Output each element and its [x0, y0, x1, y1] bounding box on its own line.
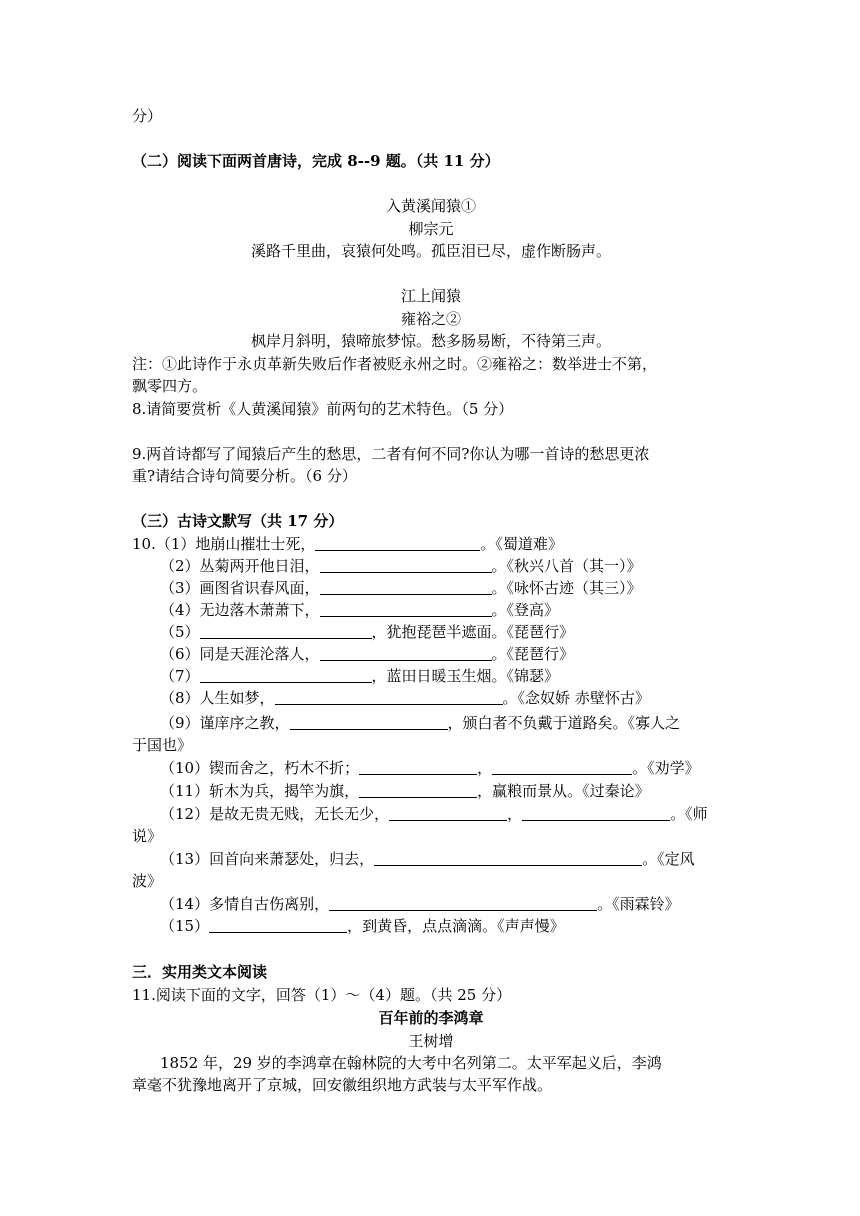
item-11-source: ，赢粮而景从。《过秦论》: [477, 782, 650, 800]
item-7-source: ，蓝田日暖玉生烟。《锦瑟》: [371, 667, 560, 685]
item-7-prompt: （7）: [160, 667, 200, 685]
answer-blank[interactable]: [522, 805, 670, 821]
answer-blank[interactable]: [290, 714, 448, 730]
answer-blank[interactable]: [359, 759, 477, 775]
item-12-continued: 说》: [132, 827, 163, 845]
item-1-source: 。《蜀道难》: [480, 535, 563, 553]
item-6: [160, 643, 574, 665]
question-9-line-1: 9.两首诗都写了闻猿后产生的愁思，二者有何不同?你认为哪一首诗的愁思更浓: [132, 445, 650, 463]
answer-blank[interactable]: [200, 667, 372, 683]
item-2-source: 。《秋兴八首（其一）》: [491, 557, 642, 575]
item-13-source: 。《定风: [642, 850, 695, 868]
item-4-prompt: （4）无边落木萧萧下，: [160, 601, 320, 619]
item-3-prompt: （3）画图省识春风面，: [160, 579, 320, 597]
item-8-prompt: （8）人生如梦，: [160, 689, 275, 707]
poem2-author: 雍裕之②: [400, 310, 461, 328]
answer-blank[interactable]: [320, 557, 492, 573]
poem1-title: 入黄溪闻猿①: [385, 197, 476, 215]
answer-blank[interactable]: [359, 782, 477, 798]
item-1-prompt: 10.（1）地崩山摧壮士死，: [132, 535, 316, 553]
item-15: [160, 915, 565, 937]
question-8: 8.请简要赏析《人黄溪闻猿》前两句的艺术特色。（5 分）: [132, 400, 514, 418]
answer-blank[interactable]: [320, 645, 492, 661]
note-line-2: 飘零四方。: [132, 377, 208, 395]
item-6-source: 。《琵琶行》: [491, 645, 575, 663]
item-3: [160, 577, 642, 599]
section2-heading: （二）阅读下面两首唐诗，完成 8--9 题。（共 11 分）: [132, 152, 500, 170]
answer-blank[interactable]: [492, 759, 632, 775]
item-14-prompt: （14）多情自古伤离别，: [160, 895, 330, 913]
answer-blank[interactable]: [389, 805, 507, 821]
item-13: [160, 848, 695, 870]
article-para1-line1: 1852 年，29 岁的李鸿章在翰林院的大考中名列第二。太平军起义后，李鸿: [160, 1054, 662, 1072]
item-7: [160, 665, 559, 687]
item-15-prompt: （15）: [160, 917, 210, 935]
item-11: [160, 780, 650, 802]
answer-blank[interactable]: [275, 689, 503, 705]
answer-blank[interactable]: [374, 850, 642, 866]
question-9-line-2: 重?请结合诗句简要分析。（6 分）: [132, 467, 357, 485]
article-title: 百年前的李鸿章: [378, 1009, 484, 1027]
answer-blank[interactable]: [315, 535, 480, 551]
article-author: 王树增: [408, 1032, 454, 1050]
item-10-source: 。《劝学》: [632, 759, 700, 777]
item-12-sep: ，: [507, 805, 523, 823]
item-14-source: 。《雨霖铃》: [597, 895, 680, 913]
item-5-prompt: （5）: [160, 623, 200, 641]
poem1-text: 溪路千里曲，哀猿何处鸣。孤臣泪已尽，虚作断肠声。: [250, 242, 611, 260]
poem2-text: 枫岸月斜明，猿啼旅梦惊。愁多肠易断，不待第三声。: [250, 332, 611, 350]
answer-blank[interactable]: [329, 895, 597, 911]
item-3-source: 。《咏怀古迹（其三）》: [491, 579, 642, 597]
item-4-source: 。《登高》: [491, 601, 560, 619]
item-5-source: ，犹抱琵琶半遮面。《琵琶行》: [371, 623, 575, 641]
answer-blank[interactable]: [320, 601, 492, 617]
item-9-continued: 于国也》: [132, 736, 193, 754]
poem2-title: 江上闻猿: [400, 287, 461, 305]
item-13-continued: 波》: [132, 872, 163, 890]
poem1-author: 柳宗元: [408, 220, 454, 238]
question-11: 11.阅读下面的文字，回答（1）～（4）题。（共 25 分）: [132, 986, 512, 1004]
item-6-prompt: （6）同是天涯沦落人，: [160, 645, 320, 663]
item-5: [160, 621, 574, 643]
item-8-source: 。《念奴娇 赤壁怀古》: [502, 689, 650, 707]
item-11-prompt: （11）斩木为兵，揭竿为旗，: [160, 782, 360, 800]
item-13-prompt: （13）回首向来萧瑟处，归去，: [160, 850, 375, 868]
answer-blank[interactable]: [209, 917, 347, 933]
item-8: [160, 687, 650, 709]
item-2: [160, 555, 642, 577]
item-12: [160, 803, 708, 825]
item-10: [160, 757, 700, 779]
part3-heading: 三．实用类文本阅读: [132, 963, 268, 981]
item-4: [160, 599, 559, 621]
top-fragment: 分）: [132, 107, 163, 125]
item-9-source: ，颁白者不负戴于道路矣。《寡人之: [447, 714, 681, 732]
item-9: [160, 712, 680, 734]
item-10-prompt: （10）锲而舍之，朽木不折；: [160, 759, 360, 777]
item-9-prompt: （9）谨庠序之教，: [160, 714, 290, 732]
section3-heading: （三）古诗文默写（共 17 分）: [132, 512, 344, 530]
note-line-1: 注：①此诗作于永贞革新失败后作者被贬永州之时。②雍裕之：数举进士不第，: [132, 355, 658, 373]
item-12-prompt: （12）是故无贵无贱，无长无少，: [160, 805, 390, 823]
item-15-source: ，到黄昏，点点滴滴。《声声慢》: [347, 917, 565, 935]
article-para1-line2: 章毫不犹豫地离开了京城，回安徽组织地方武装与太平军作战。: [132, 1076, 553, 1094]
item-1: [132, 533, 563, 555]
answer-blank[interactable]: [320, 579, 492, 595]
answer-blank[interactable]: [200, 623, 372, 639]
item-2-prompt: （2）丛菊两开他日泪，: [160, 557, 320, 575]
item-12-source: 。《师: [670, 805, 708, 823]
item-10-sep: ，: [477, 759, 493, 777]
item-14: [160, 893, 680, 915]
